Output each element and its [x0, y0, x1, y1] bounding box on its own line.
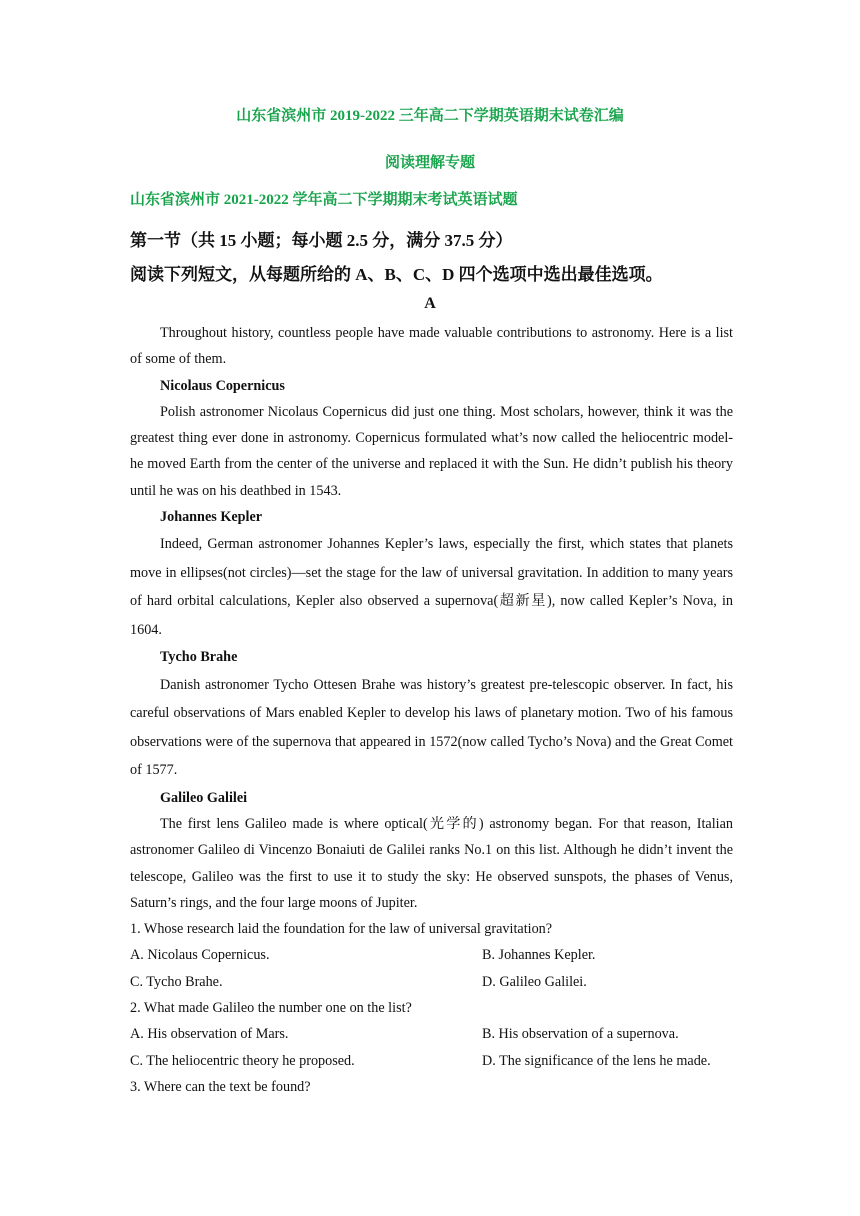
option: C. Tycho Brahe. — [130, 973, 223, 990]
section-heading: 第一节（共 15 小题；每小题 2.5 分，满分 37.5 分） — [130, 231, 513, 250]
question-stem: 1. Whose research laid the foundation for the law of universal gravitation? — [130, 921, 553, 938]
entry-heading: Nicolaus Copernicus — [160, 377, 285, 394]
section-instructions: 阅读下列短文，从每题所给的 A、B、C、D 四个选项中选出最佳选项。 — [130, 265, 663, 284]
entry-heading: Tycho Brahe — [160, 649, 238, 666]
entry-heading: Johannes Kepler — [160, 509, 263, 526]
option: D. Galileo Galilei. — [482, 973, 587, 990]
entry-text: Danish astronomer Tycho Ottesen Brahe was history’s greatest pre-telescopic observer. In fact, his careful observations of Mars enabled Kepler to develop his laws of planetary motion. Two of his famous observations were of the supernova that appeared in 1572(now called Tycho’s Nova) and the Great Comet of 1577. — [130, 676, 733, 779]
passage-intro: Throughout history, countless people have made valuable contributions to astronomy. Here is a list of some of them. — [130, 325, 733, 368]
entry-text: Indeed, German astronomer Johannes Kepler’s laws, especially the first, which states that planets move in ellipses(not circles)—set the stage for the law of universal gravitation. In addition to many years of hard orbital calculations, Kepler also observed a supernova(超新星), now called Kepler’s Nova, in 1604. — [130, 536, 733, 638]
option: A. Nicolaus Copernicus. — [130, 947, 270, 964]
option: B. Johannes Kepler. — [482, 947, 596, 964]
document-title: 山东省滨州市 2019-2022 三年高二下学期英语期末试卷汇编 — [236, 108, 624, 124]
option-row — [130, 942, 733, 968]
exam-name: 山东省滨州市 2021-2022 学年高二下学期期末考试英语试题 — [130, 192, 518, 208]
option: C. The heliocentric theory he proposed. — [130, 1052, 355, 1069]
entry-text: The first lens Galileo made is where optical(光学的) astronomy began. For that reason, Italian astronomer Galileo di Vincenzo Bonaiuti de Galilei ranks No.1 on this list. Although he didn’t invent the telescope, Galileo was the first to use it to study the sky: He observed sunspots, the phases of Venus, Saturn’s rings, and the four large moons of Jupiter. — [130, 815, 733, 911]
option-row — [130, 1048, 733, 1074]
entry-heading: Galileo Galilei — [160, 789, 248, 806]
option: D. The significance of the lens he made. — [482, 1052, 711, 1069]
question-stem: 2. What made Galileo the number one on the list? — [130, 1000, 412, 1017]
question-stem: 3. Where can the text be found? — [130, 1078, 311, 1095]
passage-body — [130, 320, 733, 1100]
option-row — [130, 969, 733, 995]
document-subtitle: 阅读理解专题 — [384, 155, 475, 171]
entry-text: Polish astronomer Nicolaus Copernicus did just one thing. Most scholars, however, think it was the greatest thing ever done in astronomy. Copernicus formulated what’s now called the heliocentric model-he moved Earth from the center of the universe and replaced it with the Sun. He didn’t publish his theory until he was on his deathbed in 1543. — [130, 403, 733, 499]
passage-letter: A — [424, 295, 436, 312]
option: A. His observation of Mars. — [130, 1026, 289, 1043]
option-row — [130, 1021, 733, 1047]
option: B. His observation of a supernova. — [482, 1026, 679, 1043]
